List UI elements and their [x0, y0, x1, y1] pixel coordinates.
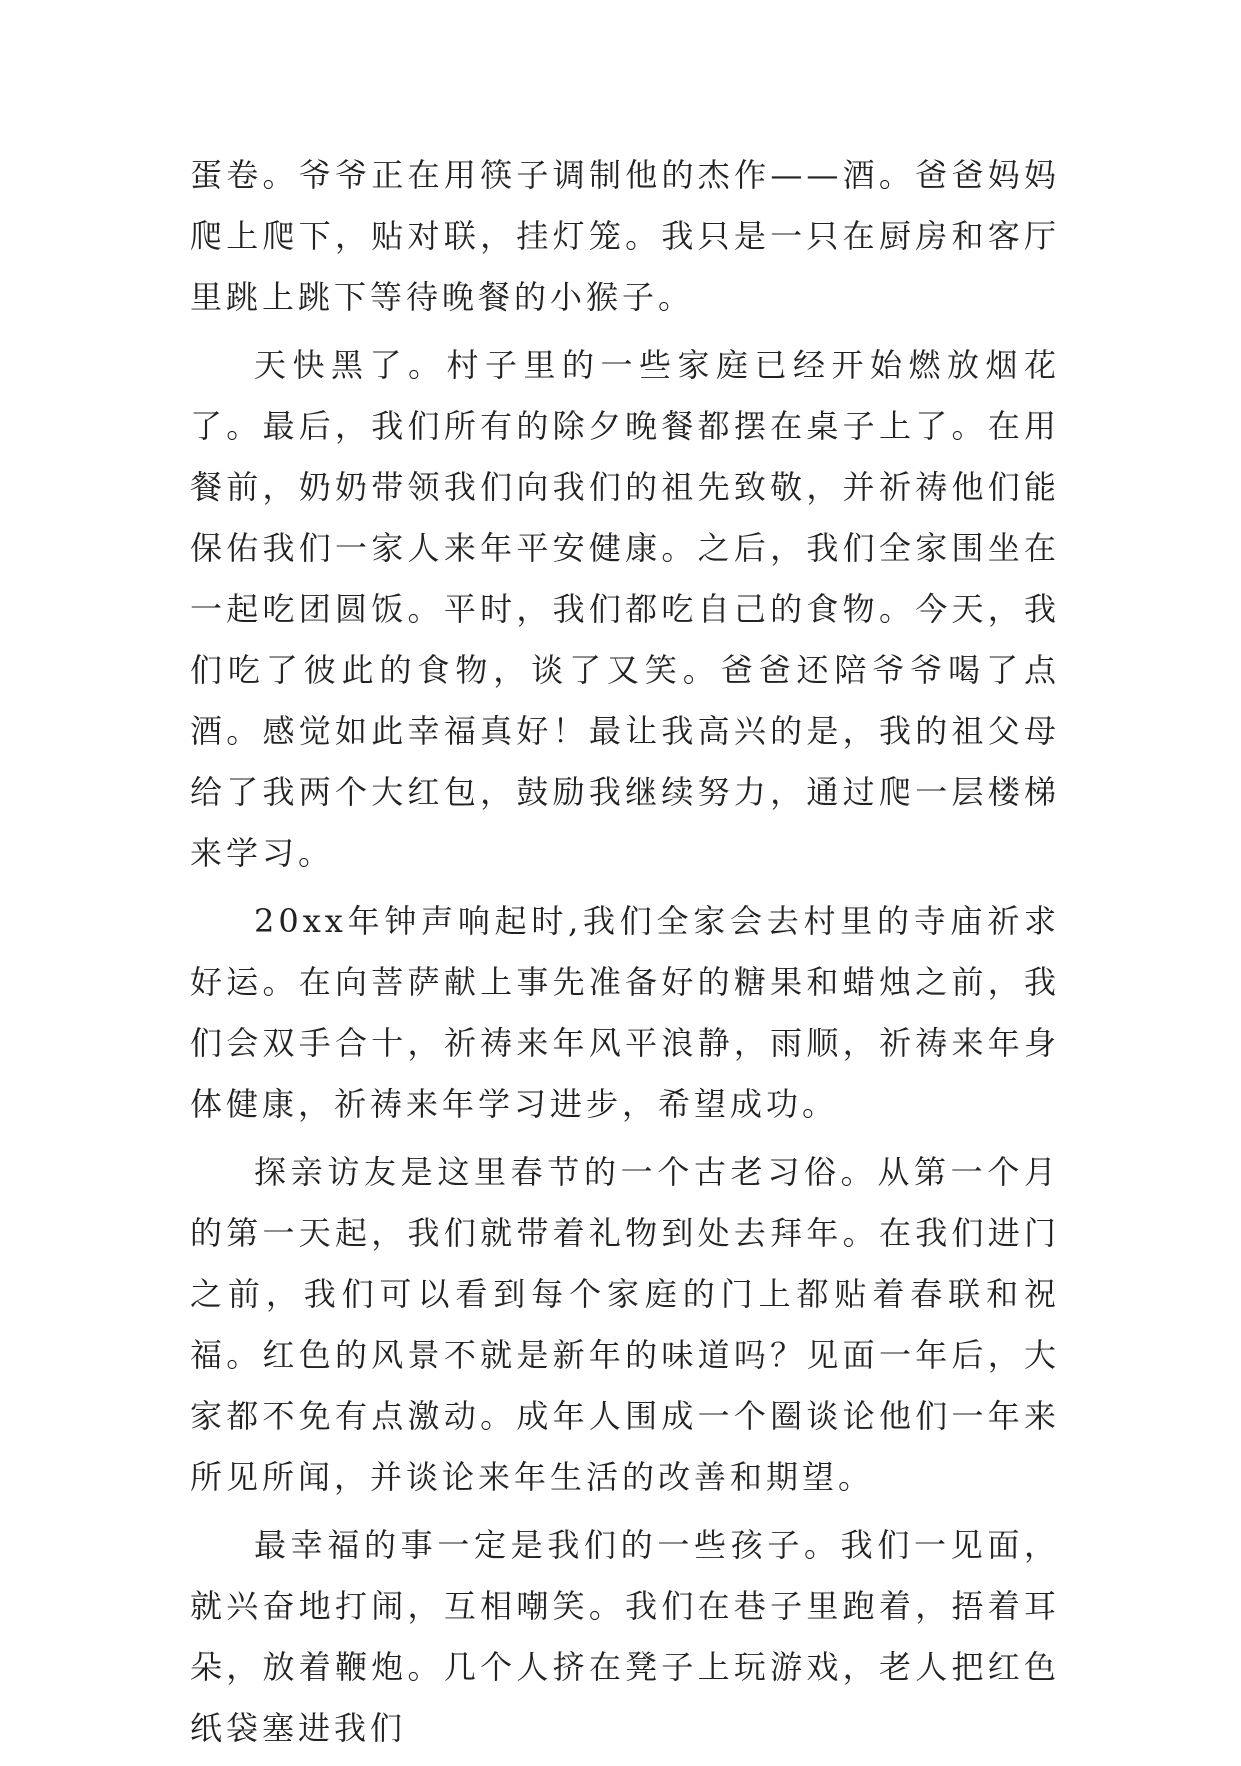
paragraph-5: 最幸福的事一定是我们的一些孩子。我们一见面，就兴奋地打闹，互相嘲笑。我们在巷子里跑着，捂着耳朵，放着鞭炮。几个人挤在凳子上玩游戏，老人把红色纸袋塞进我们 — [190, 1526, 1060, 1747]
paragraph-3: 20xx年钟声响起时,我们全家会去村里的寺庙祈求好运。在向菩萨献上事先准备好的糖果和蜡烛之前，我们会双手合十，祈祷来年风平浪静，雨顺，祈祷来年身体健康，祈祷来年学习进步，希望成功。 — [190, 902, 1060, 1123]
document-page — [190, 145, 1060, 1766]
paragraph-1: 蛋卷。爷爷正在用筷子调制他的杰作——酒。爸爸妈妈爬上爬下，贴对联，挂灯笼。我只是一只在厨房和客厅里跳上跳下等待晚餐的小猴子。 — [190, 156, 1060, 316]
paragraph-4: 探亲访友是这里春节的一个古老习俗。从第一个月的第一天起，我们就带着礼物到处去拜年。在我们进门之前，我们可以看到每个家庭的门上都贴着春联和祝福。红色的风景不就是新年的味道吗？见面一年后，大家都不免有点激动。成年人围成一个圈谈论他们一年来所见所闻，并谈论来年生活的改善和期望。 — [190, 1153, 1060, 1496]
paragraph-2: 天快黑了。村子里的一些家庭已经开始燃放烟花了。最后，我们所有的除夕晚餐都摆在桌子上了。在用餐前，奶奶带领我们向我们的祖先致敬，并祈祷他们能保佑我们一家人来年平安健康。之后，我们全家围坐在一起吃团圆饭。平时，我们都吃自己的食物。今天，我们吃了彼此的食物，谈了又笑。爸爸还陪爷爷喝了点酒。感觉如此幸福真好！最让我高兴的是，我的祖父母给了我两个大红包，鼓励我继续努力，通过爬一层楼梯来学习。 — [190, 346, 1060, 872]
